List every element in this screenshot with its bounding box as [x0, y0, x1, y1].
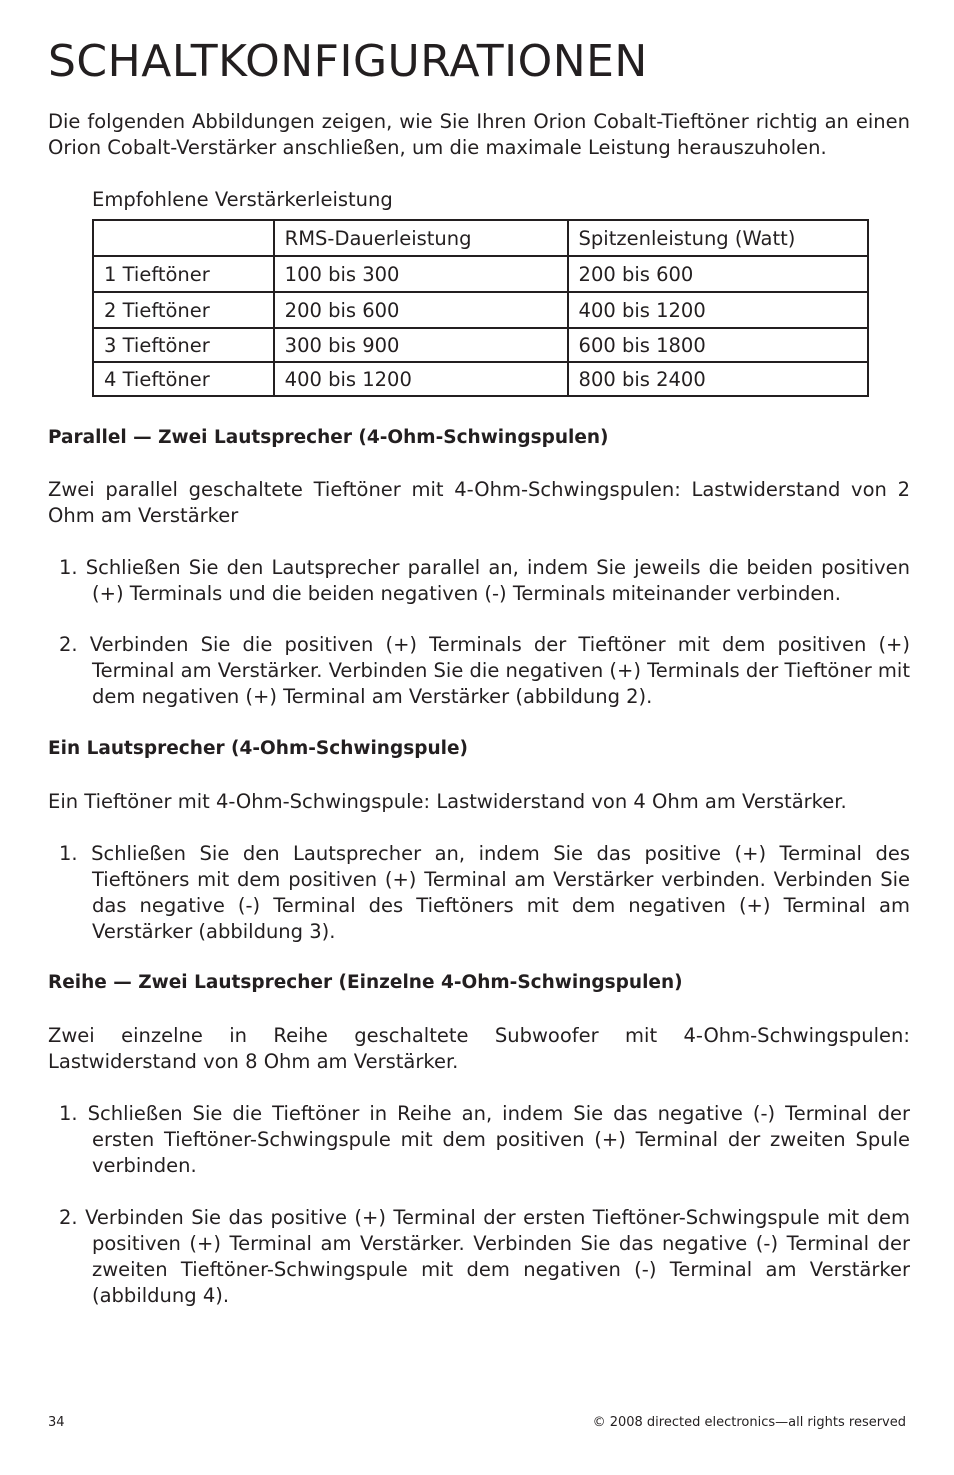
table-caption: Empfohlene Verstärkerleistung: [92, 188, 393, 211]
table-cell: 1 Tieftöner: [93, 256, 274, 292]
table-cell: 200 bis 600: [568, 256, 868, 292]
table-header-cell: [93, 220, 274, 256]
table-cell: 400 bis 1200: [568, 292, 868, 328]
table-cell: 400 bis 1200: [274, 362, 568, 396]
amplifier-power-table: [92, 219, 869, 397]
table-header-row: [93, 220, 868, 256]
list-item: 2. Verbinden Sie das positive (+) Terminal der ersten Tieftöner-Schwingspule mit dem positiven (+) Terminal am Verstärker. Verbinden Sie das negative (-) Terminal der zweiten Tieftöner-Schwingspule mit dem negativen (-) Terminal am Verstärker (abbildung 4).: [59, 1206, 910, 1307]
table-cell: 200 bis 600: [274, 292, 568, 328]
list-item: 2. Verbinden Sie die positiven (+) Terminals der Tieftöner mit dem positiven (+) Terminal am Verstärker. Verbinden Sie die negativen (+) Terminals der Tieftöner mit dem negativen (+) Terminal am Verstärker (abbildung 2).: [59, 633, 910, 708]
section-text-parallel: Zwei parallel geschaltete Tieftöner mit 4-Ohm-Schwingspulen: Lastwiderstand von 2 Ohm am Verstärker: [48, 478, 910, 527]
table-cell: 800 bis 2400: [568, 362, 868, 396]
section-heading-parallel: Parallel — Zwei Lautsprecher (4-Ohm-Schwingspulen): [48, 427, 609, 448]
table-cell: 100 bis 300: [274, 256, 568, 292]
list-item: 1. Schließen Sie den Lautsprecher an, indem Sie das positive (+) Terminal des Tieftöners mit dem positiven (+) Terminal am Verstärker verbinden. Verbinden Sie das negative (-) Terminal des Tieftöners mit dem negativen (+) Terminal am Verstärker (abbildung 3).: [59, 842, 910, 943]
section-text-single: Ein Tieftöner mit 4-Ohm-Schwingspule: Lastwiderstand von 4 Ohm am Verstärker.: [48, 790, 847, 813]
intro-paragraph: Die folgenden Abbildungen zeigen, wie Sie Ihren Orion Cobalt-Tieftöner richtig an einen Orion Cobalt-Verstärker anschließen, um die maximale Leistung herauszuholen.: [48, 110, 910, 159]
table-cell: 3 Tieftöner: [93, 328, 274, 362]
table-cell: 2 Tieftöner: [93, 292, 274, 328]
page-title: SCHALTKONFIGURATIONEN: [48, 36, 648, 87]
table-header-cell: RMS-Dauerleistung: [274, 220, 568, 256]
section-heading-single: Ein Lautsprecher (4-Ohm-Schwingspule): [48, 738, 468, 759]
table-cell: 4 Tieftöner: [93, 362, 274, 396]
table-row: [93, 362, 868, 396]
table-cell: 600 bis 1800: [568, 328, 868, 362]
table-header-cell: Spitzenleistung (Watt): [568, 220, 868, 256]
table-row: [93, 328, 868, 362]
page-number: 34: [48, 1415, 65, 1430]
section-heading-series: Reihe — Zwei Lautsprecher (Einzelne 4-Ohm-Schwingspulen): [48, 972, 683, 993]
copyright-notice: © 2008 directed electronics—all rights reserved: [592, 1415, 906, 1430]
section-text-series: Zwei einzelne in Reihe geschaltete Subwoofer mit 4-Ohm-Schwingspulen: Lastwiderstand von 8 Ohm am Verstärker.: [48, 1024, 910, 1073]
table-cell: 300 bis 900: [274, 328, 568, 362]
list-item: 1. Schließen Sie die Tieftöner in Reihe an, indem Sie das negative (-) Terminal der ersten Tieftöner-Schwingspule mit dem positiven (+) Terminal der zweiten Spule verbinden.: [59, 1102, 910, 1177]
table-row: [93, 256, 868, 292]
table-row: [93, 292, 868, 328]
list-item: 1. Schließen Sie den Lautsprecher parallel an, indem Sie jeweils die beiden positiven (+) Terminals und die beiden negativen (-) Terminals miteinander verbinden.: [59, 556, 910, 605]
